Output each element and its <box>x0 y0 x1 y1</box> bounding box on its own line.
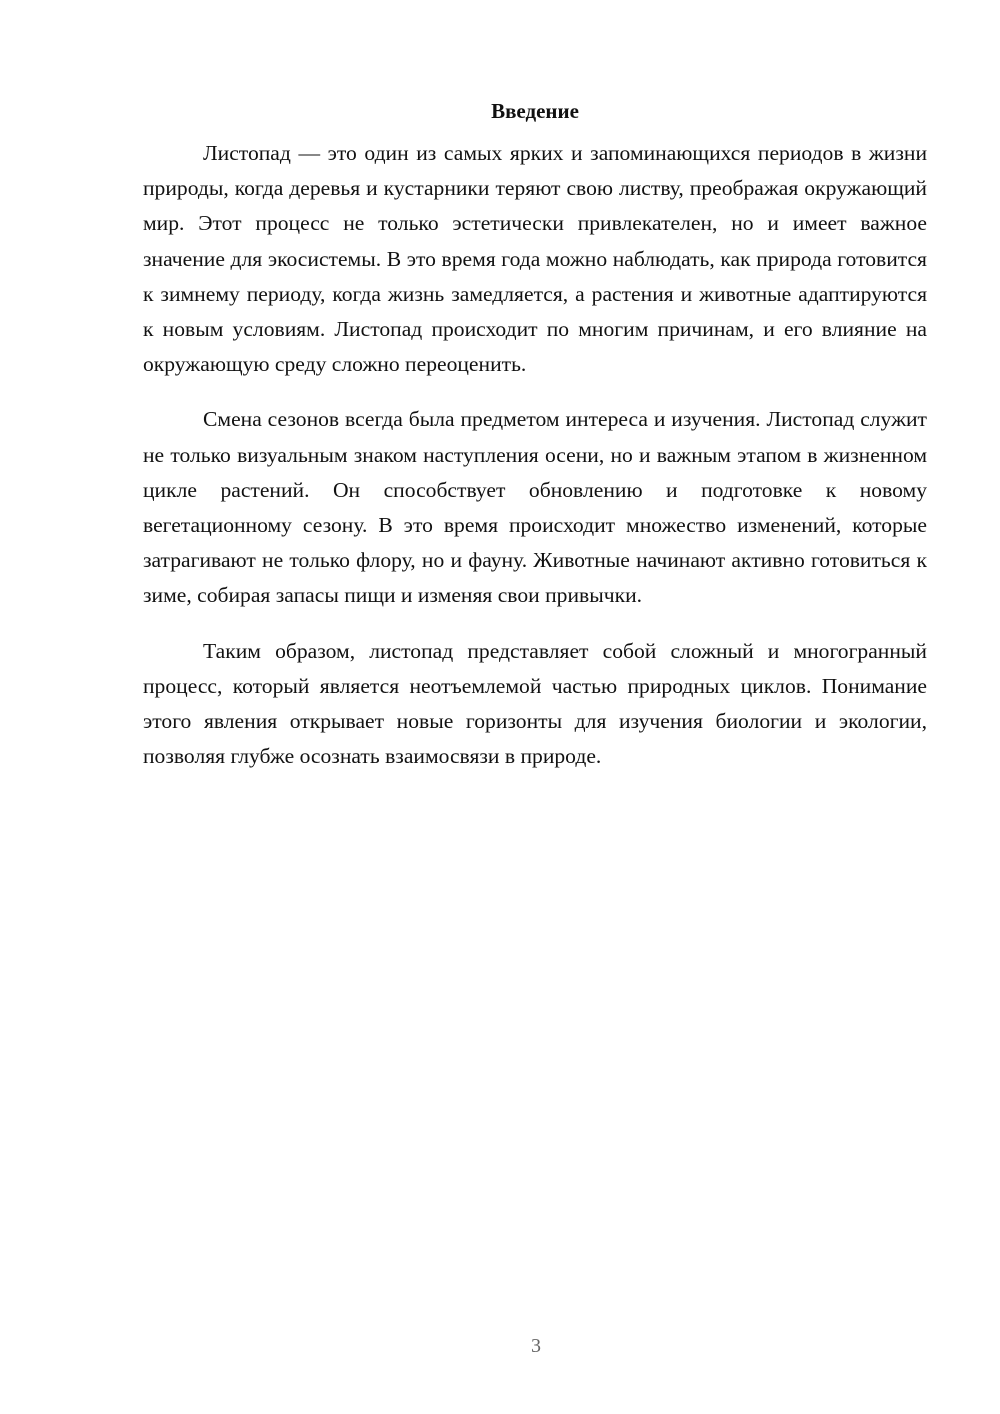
page-content <box>143 96 927 774</box>
page-number: 3 <box>531 1335 541 1357</box>
section-title: Введение <box>491 99 579 123</box>
paragraph-3: Таким образом, листопад представляет собой сложный и многогранный процесс, который является неотъемлемой частью природных циклов. Понимание этого явления открывает новые горизонты для изучения биологии и экологии, позволяя глубже осознать взаимосвязи в природе. <box>143 638 927 769</box>
paragraph-1: Листопад — это один из самых ярких и запоминающихся периодов в жизни природы, когда деревья и кустарники теряют свою листву, преображая окружающий мир. Этот процесс не только эстетически привлекателен, но и имеет важное значение для экосистемы. В это время года можно наблюдать, как природа готовится к зимнему периоду, когда жизнь замедляется, а растения и животные адаптируются к новым условиям. Листопад происходит по многим причинам, и его влияние на окружающую среду сложно переоценить. <box>143 141 927 377</box>
paragraph-2: Смена сезонов всегда была предметом интереса и изучения. Листопад служит не только визуальным знаком наступления осени, но и важным этапом в жизненном цикле растений. Он способствует обновлению и подготовке к новому вегетационному сезону. В это время происходит множество изменений, которые затрагивают не только флору, но и фауну. Животные начинают активно готовиться к зиме, собирая запасы пищи и изменяя свои привычки. <box>143 407 927 608</box>
